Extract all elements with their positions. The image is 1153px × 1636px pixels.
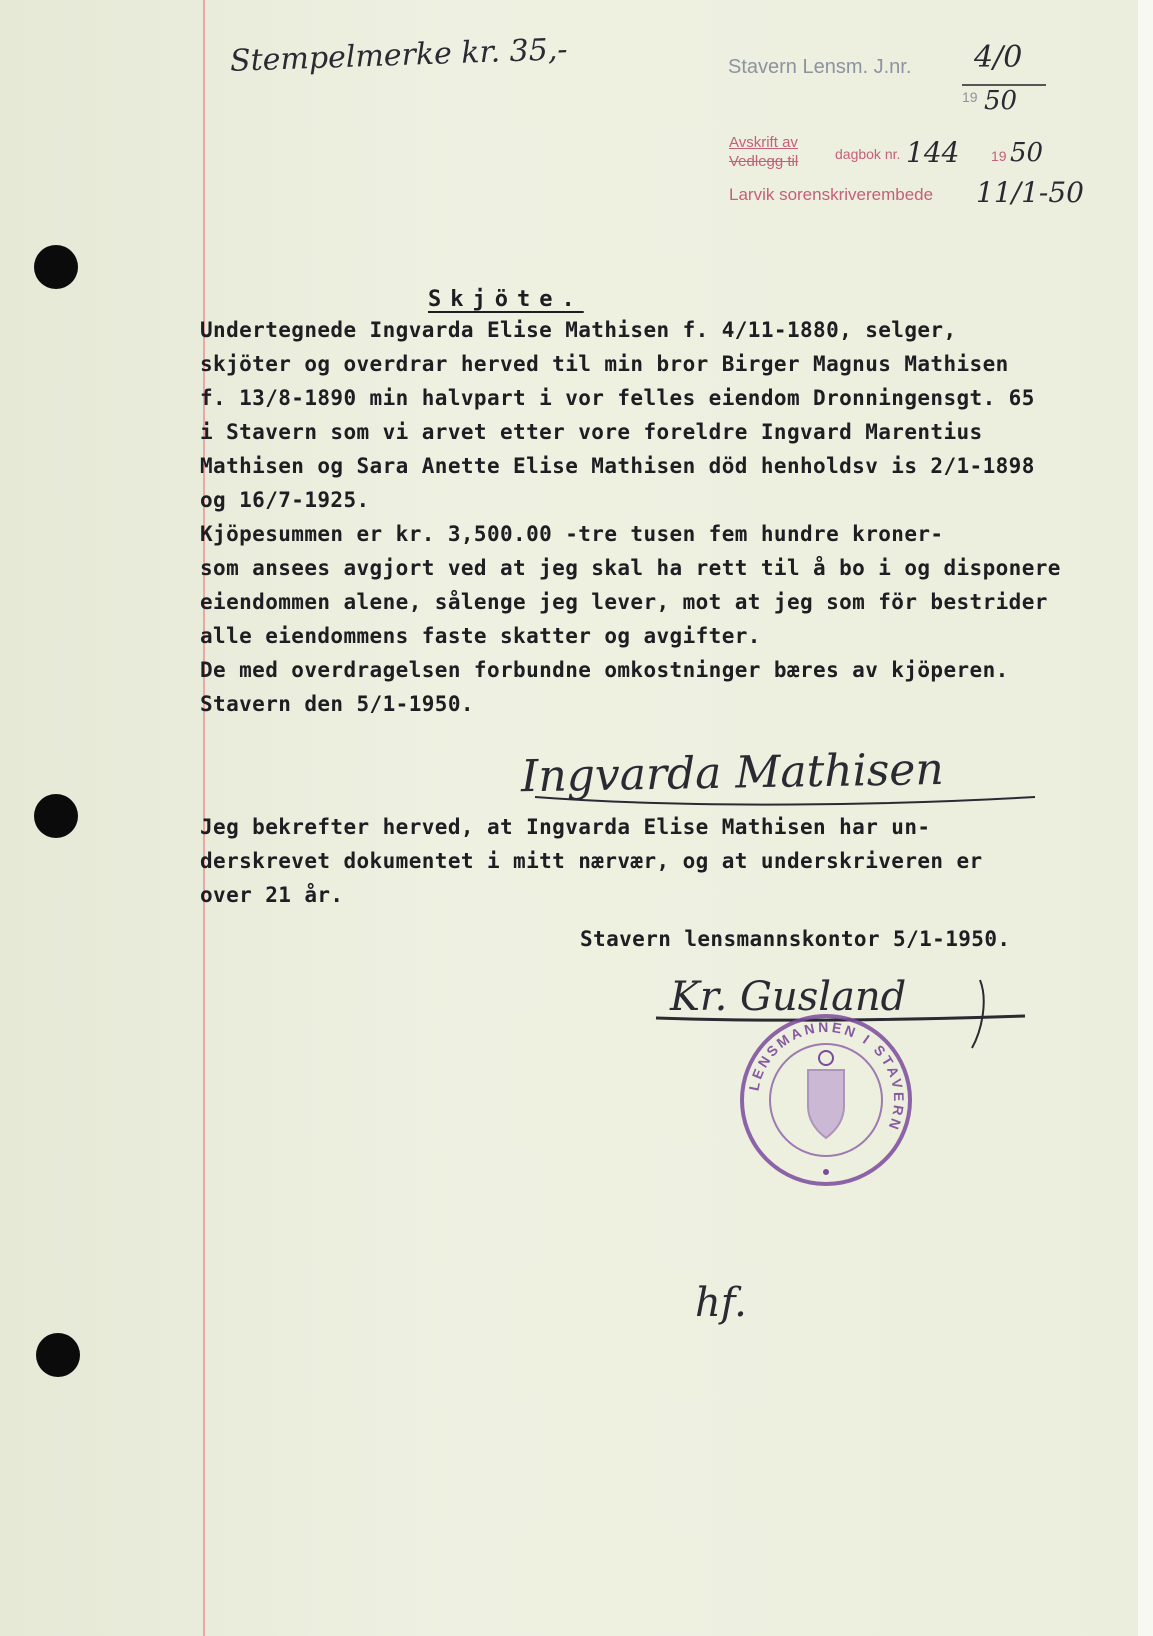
body-line-4: i Stavern som vi arvet etter vore foreldre Ingvard Marentius [200,420,983,444]
body-line-9: eiendommen alene, sålenge jeg lever, mot at jeg som för bestrider [200,590,1048,614]
dagbok-year: 50 [1010,138,1044,168]
dagbok-number: 144 [906,136,960,169]
journal-number: 4/0 [974,40,1023,75]
punch-hole-bottom [36,1333,80,1377]
body-line-2: skjöter og overdrar herved til min bror Birger Magnus Mathisen [200,352,1009,376]
office-label: Larvik sorenskriverembede [729,185,934,204]
body-line-12: Stavern den 5/1-1950. [200,692,474,716]
dagbok-year-prefix: 19 [991,148,1007,164]
clerk-initials: hf. [695,1280,747,1326]
body-line-11: De med overdragelsen forbundne omkostninger bæres av kjöperen. [200,658,1009,682]
journal-label: Stavern Lensm. J.nr. [728,56,912,78]
body-line-1: Undertegnede Ingvarda Elise Mathisen f. 4/11-1880, selger, [200,318,957,342]
seller-signature [515,735,1045,815]
official-signature-text: Kr. Gusland [670,974,907,1020]
journal-year: 50 [984,86,1018,116]
avskrift-label: Avskrift av [729,134,798,151]
body-line-5: Mathisen og Sara Anette Elise Mathisen död henholdsv is 2/1-1898 [200,454,1035,478]
office-place-date: Stavern lensmannskontor 5/1-1950. [580,927,1011,951]
office-date: 11/1-50 [976,176,1084,209]
body-line-10: alle eiendommens faste skatter og avgifter. [200,624,761,648]
punch-hole-top [34,245,78,289]
body-line-7: Kjöpesummen er kr. 3,500.00 -tre tusen fem hundre kroner- [200,522,944,546]
body-line-8: som ansees avgjort ved at jeg skal ha rett til å bo i og disponere [200,556,1061,580]
dagbok-label: dagbok nr. [835,146,901,162]
stamp-duty-note: Stempelmerke kr. 35,- [229,32,569,79]
page-edge [1138,0,1153,1636]
seller-signature-text: Ingvarda Mathisen [520,743,945,803]
confirmation-line-1: Jeg bekrefter herved, at Ingvarda Elise Mathisen har un- [200,815,931,839]
confirmation-line-2: derskrevet dokumentet i mitt nærvær, og at underskriveren er [200,849,983,873]
body-line-6: og 16/7-1925. [200,488,370,512]
document-title: Skjöte. [428,287,584,312]
official-seal [736,1010,916,1190]
punch-hole-middle [34,794,78,838]
vedlegg-label: Vedlegg til [729,153,799,170]
seal-text: LENSMANNEN I STAVERN [745,1018,908,1135]
confirmation-line-3: over 21 år. [200,883,344,907]
body-line-3: f. 13/8-1890 min halvpart i vor felles eiendom Dronningensgt. 65 [200,386,1035,410]
journal-year-prefix: 19 [962,89,978,105]
